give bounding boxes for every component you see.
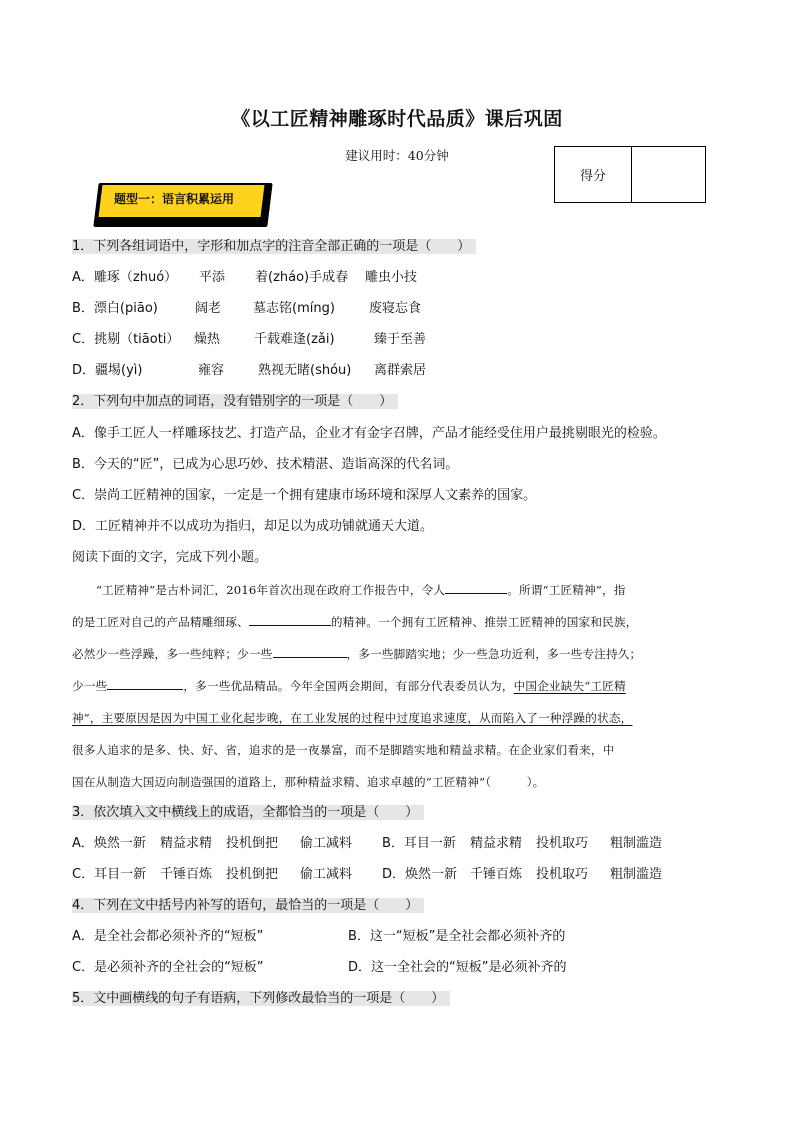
q4-option-b[interactable]: B．这一“短板”是全社会都必须补齐的 [348,929,566,944]
q3-options-row-1[interactable]: A．焕然一新 精益求精 投机倒把 偷工减料 B．耳目一新 精益求精 投机取巧 粗制滥造 [72,836,663,851]
blank-4[interactable] [107,677,183,690]
suggested-time: 建议用时：40分钟 [345,148,449,163]
passage-line-7: 国在从制造大国迈向制造强国的道路上，那种精益求精、追求卓越的“工匠精神”（ ）。 [72,775,545,789]
q1-option-a[interactable]: A．雕琢（zhuó） 平添 着(zháo)手成春 雕虫小技 [72,270,418,285]
passage-line-2: 的是工匠对自己的产品精雕细琢、 的精神。一个拥有工匠精神、推崇工匠精神的国家和民族， [72,615,638,629]
q2-option-b[interactable]: B．今天的“匠”，已成为心思巧妙、技术精湛、造诣高深的代名词。 [72,457,459,472]
passage-line-4: 少一些 ，多一些优品精品。今年全国两会期间，有部分代表委员认为，中国企业缺失“工匠精 [72,679,626,693]
q1-option-b[interactable]: B．漂白(piāo) 阔老 墓志铭(míng) 废寝忘食 [72,301,422,316]
underlined-sentence-start: 中国企业缺失“工匠精 [513,679,626,693]
q1-stem: 1．下列各组词语中，字形和加点字的注音全部正确的一项是（ ） [72,237,476,257]
section-title: 题型一：语言积累运用 [114,192,235,206]
q2-option-c[interactable]: C．崇尚工匠精神的国家，一定是一个拥有建康市场环境和深厚人文素养的国家。 [72,488,537,503]
q3-stem: 3．依次填入文中横线上的成语，全都恰当的一项是（ ） [72,803,424,823]
blank-2[interactable] [249,613,331,626]
page-title: 《以工匠精神雕琢时代品质》课后巩固 [231,108,563,130]
score-box [554,146,706,203]
blank-3[interactable] [273,645,347,658]
q4-option-a[interactable]: A．是全社会都必须补齐的“短板” [72,929,264,944]
q5-stem: 5．文中画横线的句子有语病，下列修改最恰当的一项是（ ） [72,989,450,1009]
q2-stem: 2．下列句中加点的词语，没有错别字的一项是（ ） [72,392,398,412]
passage-line-1: “工匠精神”是古朴词汇，2016年首次出现在政府工作报告中，令人 。所谓“工匠精神”，指 [96,583,626,597]
q4-option-d[interactable]: D．这一全社会的“短板”是必须补齐的 [348,960,567,975]
q2-option-d[interactable]: D．工匠精神并不以成功为指归，却足以为成功铺就通天大道。 [72,519,434,534]
score-label: 得分 [555,147,632,202]
q4-stem: 4．下列在文中括号内补写的语句，最恰当的一项是（ ） [72,896,424,916]
q1-option-c[interactable]: C．挑剔（tiāoti） 燥热 千载难逢(zǎi) 臻于至善 [72,332,427,347]
blank-1[interactable] [445,581,507,594]
score-value-cell[interactable] [632,147,705,202]
reading-intro: 阅读下面的文字，完成下列小题。 [72,550,268,565]
q4-option-c[interactable]: C．是必须补齐的全社会的“短板” [72,960,264,975]
q3-options-row-2[interactable]: C．耳目一新 千锤百炼 投机倒把 偷工减料 D．焕然一新 千锤百炼 投机取巧 粗制滥造 [72,867,663,882]
passage-line-3: 必然少一些浮躁，多一些纯粹；少一些 ，多一些脚踏实地；少一些急功近利，多一些专注持久； [72,647,642,661]
q1-option-d[interactable]: D．疆埸(yì) 雍容 熟视无睹(shóu) 离群索居 [72,363,427,378]
q2-option-a[interactable]: A．像手工匠人一样雕琢技艺、打造产品，企业才有金字召牌，产品才能经受住用户最挑剔眼光的检验。 [72,426,666,441]
passage-line-5-underlined: 神”，主要原因是因为中国工业化起步晚，在工业发展的过程中过度追求速度，从而陷入了一种浮躁的状态， [72,711,633,725]
passage-line-6: 很多人追求的是多、快、好、省，追求的是一夜暴富，而不是脚踏实地和精益求精。在企业家们看来，中 [72,743,615,757]
